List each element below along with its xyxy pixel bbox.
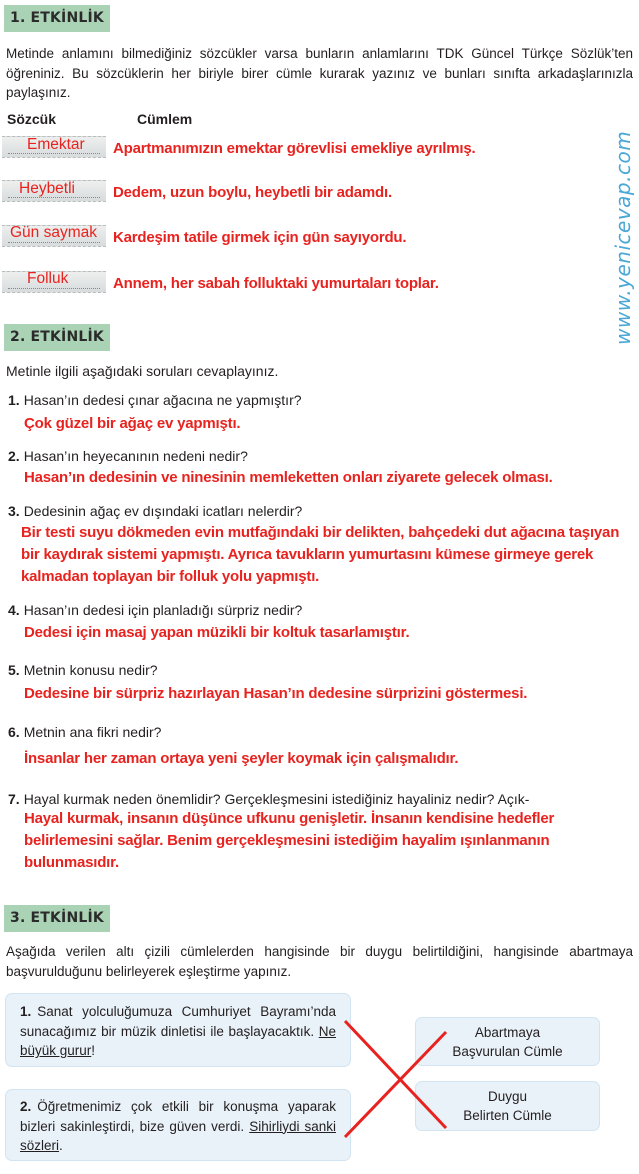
question-text: Hasan’ın dedesi çınar ağacına ne yapmıştır? <box>23 392 302 408</box>
vocab-sentence: Dedem, uzun boylu, heybetli bir adamdı. <box>113 184 392 201</box>
match-line-2-to-exaggeration <box>345 1032 446 1137</box>
answer: Dedesi için masaj yapan müzikli bir koltuk tasarlamıştır. <box>24 624 410 641</box>
column-header-word: Sözcük <box>7 111 57 127</box>
vocab-word: Emektar <box>27 136 85 153</box>
question-text: Metnin ana fikri nedir? <box>23 724 162 740</box>
match-item-sentence: Öğretmenimiz çok etkili bir konuşma yaparak bizleri sakinleştirdi, bize güven verdi. <box>20 1099 336 1134</box>
question-number: 2. <box>8 448 20 464</box>
question-number: 1. <box>8 392 20 408</box>
match-item-number: 2. <box>20 1099 32 1114</box>
question-number: 4. <box>8 602 20 618</box>
activity-1-number: 1. <box>10 10 26 26</box>
vocab-word: Gün saymak <box>10 224 98 241</box>
match-line-1-to-emotion <box>345 1021 446 1128</box>
target-line-2: Başvurulan Cümle <box>452 1043 563 1059</box>
answer: İnsanlar her zaman ortaya yeni şeyler koymak için çalışmalıdır. <box>24 750 459 767</box>
question-text: Dedesinin ağaç ev dışındaki icatları nelerdir? <box>23 503 303 519</box>
answer: Çok güzel bir ağaç ev yapmıştı. <box>24 415 241 432</box>
question-text: Metnin konusu nedir? <box>23 662 158 678</box>
question-text: Hasan’ın heyecanının nedeni nedir? <box>23 448 248 464</box>
underlined-phrase: Sihirliydi sanki sözleri <box>20 1118 336 1153</box>
vocab-sentence: Annem, her sabah folluktaki yumurtaları toplar. <box>113 275 439 292</box>
underlined-phrase: Ne büyük gurur <box>20 1023 336 1058</box>
column-header-sentence: Cümlem <box>137 111 193 127</box>
target-line-1: Abartmaya <box>474 1024 541 1040</box>
activity-1-label: ETKİNLİK <box>30 10 104 26</box>
question-text: Hasan’ın dedesi için planladığı sürpriz nedir? <box>23 602 303 618</box>
answer: Dedesine bir sürpriz hazırlayan Hasan’ın dedesine sürprizini göstermesi. <box>24 685 528 702</box>
activity-3-label: ETKİNLİK <box>30 910 104 926</box>
vocab-sentence: Kardeşim tatile girmek için gün sayıyordu. <box>113 229 407 246</box>
vocab-word: Heybetli <box>19 180 75 197</box>
question-number: 7. <box>8 791 20 807</box>
match-item-sentence: Sanat yolculuğumuza Cumhuriyet Bayramı’nda sunacağımız bir müzik dinletisi ile başlayacaktık. <box>20 1004 336 1039</box>
activity-2-instruction: Metinle ilgili aşağıdaki soruları cevaplayınız. <box>6 363 279 379</box>
answer: Bir testi suyu dökmeden evin mutfağındaki bir delikten, bahçedeki dut ağacına taşıyan bir kaydırak sistemi yapmıştı. Ayrıca tavukların yumurtasını kümese girmeye gerek kalmadan toplayan bir folluk yolu yapmıştı. <box>21 524 620 585</box>
activity-2-label: ETKİNLİK <box>30 329 104 345</box>
answer: Hayal kurmak, insanın düşünce ufkunu genişletir. İnsanın kendisine hedefler belirlemesini sağlar. Benim gerçekleşmesini istediğim hayalim ışınlanmanın bulunmasıdır. <box>24 810 555 871</box>
activity-2-number: 2. <box>10 329 26 345</box>
answer: Hasan’ın dedesinin ve ninesinin memleketten onları ziyarete gelecek olması. <box>24 469 553 486</box>
question-number: 3. <box>8 503 20 519</box>
target-line-1: Duygu <box>487 1089 528 1104</box>
target-line-2: Belirten Cümle <box>463 1108 552 1123</box>
question-text: Hayal kurmak neden önemlidir? Gerçekleşmesini istediğiniz hayaliniz nedir? Açık- <box>23 791 530 807</box>
question-number: 5. <box>8 662 20 678</box>
activity-1-instruction: Metinde anlamını bilmediğiniz sözcükler varsa bunların anlamlarını TDK Güncel Türkçe Sözlük’ten öğreniniz. Bu sözcüklerin her biriyle birer cümle kurarak yazınız ve bunları sınıfta arkadaşlarınızla paylaşınız. <box>6 46 633 100</box>
vocab-sentence: Apartmanımızın emektar görevlisi emekliye ayrılmış. <box>113 140 476 157</box>
sentence-end: . <box>59 1138 63 1153</box>
question-number: 6. <box>8 724 20 740</box>
activity-3-number: 3. <box>10 910 26 926</box>
watermark-text: www.yenicevap.com <box>611 130 635 345</box>
vocab-word: Folluk <box>27 270 69 287</box>
activity-3-instruction: Aşağıda verilen altı çizili cümlelerden hangisinde bir duygu belirtildiğini, hangisinde abartmaya başvurulduğunu belirleyerek eşleştirme yapınız. <box>6 944 633 979</box>
sentence-end: ! <box>91 1043 96 1058</box>
match-item-number: 1. <box>20 1004 32 1019</box>
